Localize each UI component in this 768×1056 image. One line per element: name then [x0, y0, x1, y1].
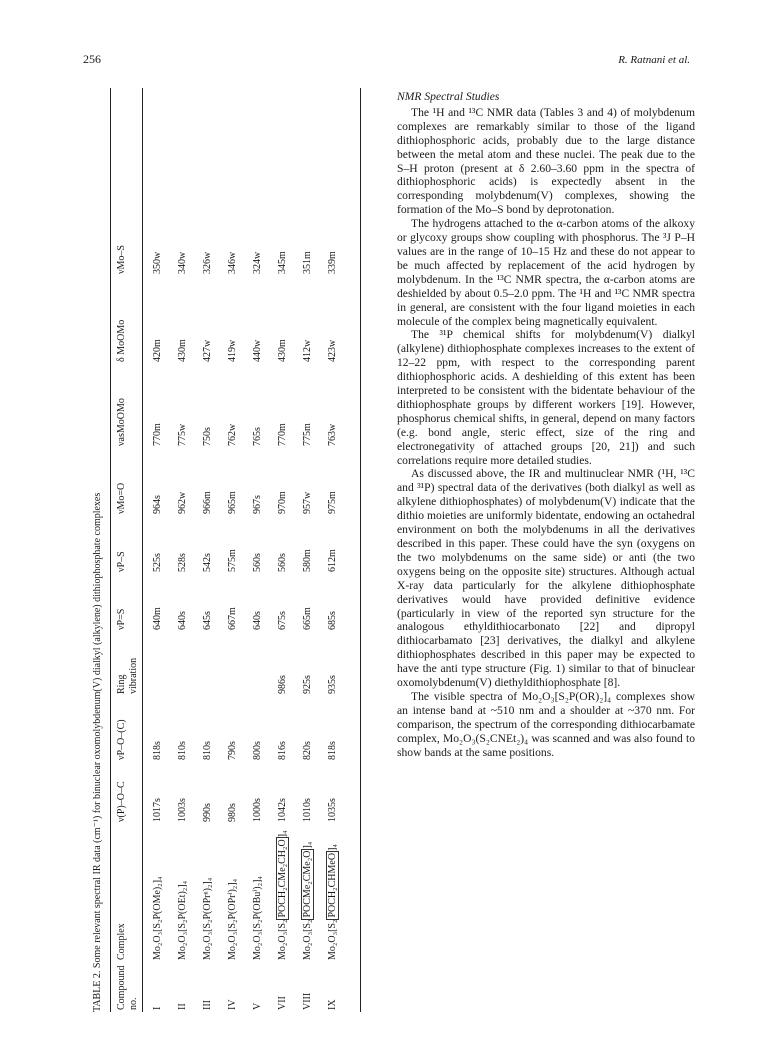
- table-cell-no: I: [152, 1006, 163, 1010]
- table-cell-complex: Mo₂O₃[S₂P(OMe)₂]₄: [152, 876, 163, 960]
- complex-suffix: ]₄: [327, 844, 338, 851]
- table-cell-as: 763w: [327, 423, 338, 446]
- table-cell-as: 770m: [152, 423, 163, 446]
- table-cell-no: IX: [327, 999, 338, 1010]
- table-rotated-content: [90, 88, 372, 1012]
- table-cell-delta: 419w: [227, 339, 238, 362]
- table-cell-mos: 345m: [277, 251, 288, 274]
- table-cell-ps2: 560s: [252, 553, 263, 572]
- table-cell-moO: 970m: [277, 491, 288, 514]
- table-cell-no: IV: [227, 999, 238, 1010]
- page-number: 256: [83, 52, 101, 66]
- table-cell-pS: 665m: [302, 607, 313, 630]
- table-cell-ring: 986s: [277, 675, 288, 694]
- running-head: R. Ratnani et al.: [618, 54, 690, 66]
- table-caption: TABLE 2. Some relevant spectral IR data (cm⁻¹) for binuclear oxomolybdenum(V) dialkyl (alkylene) dithiophosphate complexes: [92, 492, 103, 1012]
- table-cell-as: 775m: [302, 423, 313, 446]
- table-cell-mos: 326w: [202, 251, 213, 274]
- table-cell-pOC: 1042s: [277, 798, 288, 822]
- table-header-cell: Ring vibration: [116, 657, 139, 694]
- table-cell-mos: 346w: [227, 251, 238, 274]
- table-cell-ps2: 560s: [277, 553, 288, 572]
- table-cell-pOC2: 818s: [327, 741, 338, 760]
- table-cell-no: VII: [277, 996, 288, 1010]
- table-cell-pOC2: 816s: [277, 741, 288, 760]
- paragraph-1: The ¹H and ¹³C NMR data (Tables 3 and 4) of molybdenum complexes are remarkably similar to those of the ligand dithiophosphoric acids, probably due to the large distance between the metal atom and these nuclei. The peak due to the S–H proton (present at δ 2.60–3.60 ppm in the spectra of dithiophosphoric acids) is expectedly absent in the corresponding molybdenum(V) complexes, showing the formation of the Mo–S bond by deprotonation.: [397, 105, 695, 217]
- table-cell-moO: 962w: [177, 491, 188, 514]
- table-cell-pOC: 1017s: [152, 798, 163, 822]
- table-cell-ps2: 542s: [202, 553, 213, 572]
- table-cell-delta: 423w: [327, 339, 338, 362]
- table-cell-pOC2: 810s: [202, 741, 213, 760]
- table-cell-ps2: 612m: [327, 549, 338, 572]
- table-cell-pOC: 1003s: [177, 798, 188, 822]
- table-cell-complex: [327, 844, 339, 960]
- table-cell-pS: 645s: [202, 611, 213, 630]
- complex-ring-box: POCH₂CHMeO: [327, 852, 338, 918]
- table-header-cell: Compound no.: [116, 965, 139, 1010]
- complex-prefix: Mo₂O₃[S₂: [277, 919, 288, 960]
- table-cell-mos: 351m: [302, 251, 313, 274]
- table-cell-delta: 412w: [302, 339, 313, 362]
- table-cell-mos: 339m: [327, 251, 338, 274]
- table-cell-no: II: [177, 1003, 188, 1010]
- table-header-cell: δ MoOMo: [116, 319, 127, 362]
- table-cell-as: 770m: [277, 423, 288, 446]
- table-cell-as: 775w: [177, 423, 188, 446]
- table-cell-as: 762w: [227, 423, 238, 446]
- table-cell-complex: [302, 842, 314, 960]
- table-cell-complex: [277, 830, 289, 960]
- complex-ring-box: POCH₂CMe₂CH₂O: [277, 839, 288, 918]
- table-cell-pOC: 980s: [227, 803, 238, 822]
- table-cell-moO: 975m: [327, 491, 338, 514]
- table-cell-pS: 667m: [227, 607, 238, 630]
- table-cell-ring: 935s: [327, 675, 338, 694]
- table-cell-pS: 685s: [327, 611, 338, 630]
- table-cell-pOC2: 790s: [227, 741, 238, 760]
- table-cell-delta: 430m: [277, 339, 288, 362]
- table-cell-ps2: 580m: [302, 549, 313, 572]
- section-heading: NMR Spectral Studies: [397, 90, 500, 103]
- table-cell-pOC2: 818s: [152, 741, 163, 760]
- table-cell-moO: 957w: [302, 491, 313, 514]
- table-cell-complex: Mo₂O₃[S₂P(OPrⁿ)₂]₄: [202, 877, 213, 960]
- table-cell-pOC: 990s: [202, 803, 213, 822]
- table-cell-as: 750s: [202, 427, 213, 446]
- table-cell-moO: 965m: [227, 491, 238, 514]
- table-header-cell: Complex: [116, 923, 127, 960]
- table-header-cell: νMo=O: [116, 482, 127, 514]
- table-cell-complex: Mo₂O₃[S₂P(OEt)₂]₄: [177, 880, 188, 960]
- table-header-cell: νasMoOMo: [116, 398, 127, 446]
- table-cell-delta: 440w: [252, 339, 263, 362]
- table-top-rule: [110, 88, 111, 1012]
- table-cell-pS: 675s: [277, 611, 288, 630]
- table-cell-pOC2: 810s: [177, 741, 188, 760]
- table-cell-no: VIII: [302, 992, 313, 1010]
- table-cell-moO: 964s: [152, 495, 163, 514]
- table-header-cell: νP=S: [116, 608, 127, 630]
- paragraph-5: The visible spectra of Mo₂O₃[S₂P(OR)₂]₄ complexes show an intense band at ~510 nm and a shoulder at ~370 nm. For comparison, the spectrum of the corresponding dithiocarbamate complex, Mo₂O₃(S₂CNEt₂)₄ was scanned and was also found to show bands at the same positions.: [397, 689, 695, 759]
- paragraph-4: As discussed above, the IR and multinuclear NMR (¹H, ¹³C and ³¹P) spectral data of the derivatives (both dialkyl as well as alkylene dithiophosphates) of molybdenum(V) indicate that the dithio moieties are uniformly bidentate, endowing an octahedral environment on both the molybdenums in all the derivatives described in this paper. These could have the syn (oxygens on the two molybdenums on the same side) or anti (the two oxygens being on the opposite site) structures. Although actual X-ray data particularly for the alkylene dithiophosphate derivatives would have provided definitive evidence (particularly in view of the reported syn structure for the analogous ethyldithiocarbonato [22] and dipropyl dithiocarbamato [23] derivatives, the dialkyl and alkylene dithiophosphates described in this paper may be expected to have the anti type structure (Fig. 1) similar to that of binuclear oxomolybdenum(V) diethyldithiophosphate [8].: [397, 467, 695, 690]
- complex-ring-box: POCMe₂CMe₂O: [302, 850, 313, 918]
- table-cell-pS: 640s: [252, 611, 263, 630]
- table-cell-delta: 430m: [177, 339, 188, 362]
- table-cell-ps2: 575m: [227, 549, 238, 572]
- table-cell-moO: 967s: [252, 495, 263, 514]
- paragraph-3: The ³¹P chemical shifts for molybdenum(V) dialkyl (alkylene) dithiophosphate complexes increases to the extent of 12–22 ppm, with respect to the corresponding parent dithiophosphoric acids. A deshielding of this extent has been interpreted to be consistent with the bidentate behaviour of the dithiophosphate groups by different workers [19]. However, phosphorus chemical shifts, in general, depend on many factors (e.g. bond angle, steric effect, size of the ring and electronegativity of attached groups [20, 21]) and such correlations require more detailed studies.: [397, 328, 695, 467]
- paragraph-2: The hydrogens attached to the α-carbon atoms of the alkoxy or glycoxy groups show coupling with phosphorus. The ³J P–H values are in the range of 10–15 Hz and these do not appear to be much affected by replacement of the acid hydrogen by molybdenum. In the ¹³C NMR spectra, the α-carbon atoms are deshielded by about 0.5–2.0 ppm. The ¹H and ¹³C NMR spectra in general, are consistent with the four ligand moieties in each molecule of the complex being magnetically equivalent.: [397, 217, 695, 328]
- nmr-section: [397, 90, 695, 760]
- table-header-cell: νP–O–(C): [116, 719, 127, 760]
- table-cell-pOC: 1035s: [327, 798, 338, 822]
- table-cell-mos: 340w: [177, 251, 188, 274]
- table-header-cell: νMo–S: [116, 245, 127, 274]
- table-cell-as: 765s: [252, 427, 263, 446]
- table-cell-no: III: [202, 1000, 213, 1010]
- table-cell-ps2: 525s: [152, 553, 163, 572]
- table-cell-complex: Mo₂O₃[S₂P(OBuⁱ)₂]₄: [252, 876, 263, 960]
- table-cell-no: V: [252, 1002, 263, 1010]
- table-cell-complex: Mo₂O₃[S₂P(OPrⁱ)₂]₄: [227, 878, 238, 960]
- table-header-cell: ν(P)–O–C: [116, 781, 127, 822]
- table-cell-mos: 324w: [252, 251, 263, 274]
- table-bottom-rule: [360, 88, 361, 1012]
- table-cell-pOC2: 800s: [252, 741, 263, 760]
- table-cell-pOC: 1000s: [252, 798, 263, 822]
- table-cell-ps2: 528s: [177, 553, 188, 572]
- table-cell-mos: 350w: [152, 251, 163, 274]
- ir-data-table: [90, 88, 372, 1012]
- complex-prefix: Mo₂O₃[S₂: [327, 919, 338, 960]
- table-cell-pS: 640s: [177, 611, 188, 630]
- complex-suffix: ]₄: [277, 830, 288, 838]
- table-cell-pS: 640m: [152, 607, 163, 630]
- table-cell-delta: 420m: [152, 339, 163, 362]
- table-cell-pOC: 1010s: [302, 798, 313, 822]
- table-header-rule: [142, 88, 143, 1012]
- table-cell-delta: 427w: [202, 339, 213, 362]
- table-cell-pOC2: 820s: [302, 741, 313, 760]
- complex-suffix: ]₄: [302, 841, 313, 849]
- table-cell-ring: 925s: [302, 675, 313, 694]
- complex-prefix: Mo₂O₃[S₂: [302, 919, 313, 960]
- table-cell-moO: 966m: [202, 491, 213, 514]
- table-header-cell: νP–S: [116, 551, 127, 572]
